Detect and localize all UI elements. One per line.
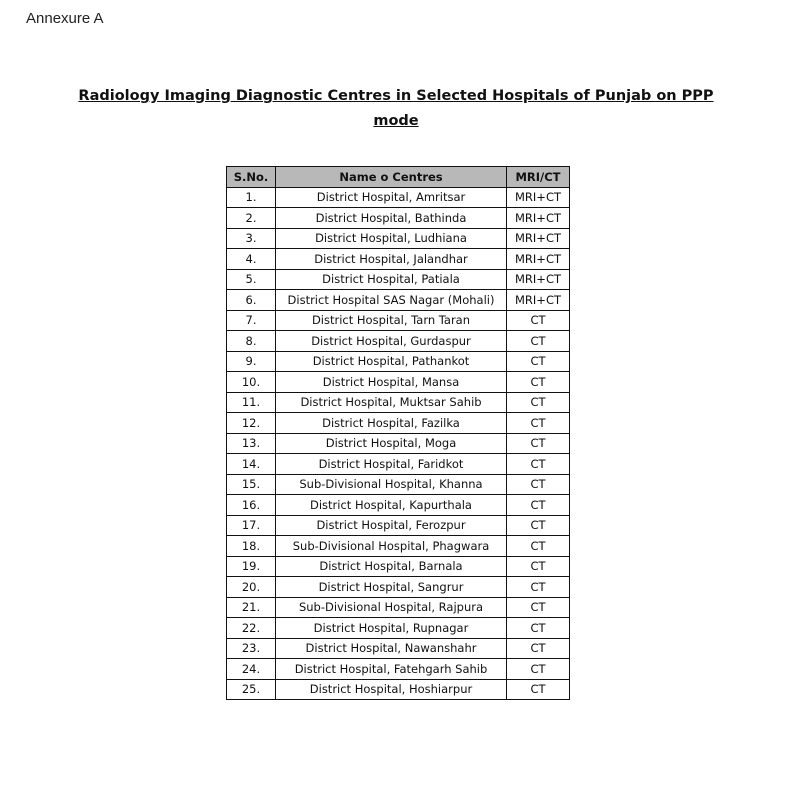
- table-row: [227, 433, 570, 454]
- cell-centre-name: District Hospital, Muktsar Sahib: [276, 392, 507, 413]
- table-row: [227, 474, 570, 495]
- cell-sno: 22.: [227, 618, 276, 639]
- cell-modality: CT: [507, 495, 570, 516]
- cell-centre-name: District Hospital, Nawanshahr: [276, 638, 507, 659]
- table-header: [227, 167, 570, 188]
- table-row: [227, 249, 570, 270]
- header-name: Name o Centres: [276, 167, 507, 188]
- cell-sno: 4.: [227, 249, 276, 270]
- table-row: [227, 556, 570, 577]
- table-row: [227, 290, 570, 311]
- cell-modality: CT: [507, 556, 570, 577]
- cell-sno: 19.: [227, 556, 276, 577]
- cell-sno: 5.: [227, 269, 276, 290]
- cell-sno: 13.: [227, 433, 276, 454]
- table-row: [227, 679, 570, 700]
- cell-sno: 15.: [227, 474, 276, 495]
- cell-centre-name: District Hospital, Ludhiana: [276, 228, 507, 249]
- cell-modality: CT: [507, 679, 570, 700]
- table-row: [227, 515, 570, 536]
- cell-centre-name: District Hospital SAS Nagar (Mohali): [276, 290, 507, 311]
- cell-centre-name: District Hospital, Faridkot: [276, 454, 507, 475]
- table-row: [227, 577, 570, 598]
- table-row: [227, 618, 570, 639]
- cell-sno: 18.: [227, 536, 276, 557]
- cell-centre-name: District Hospital, Mansa: [276, 372, 507, 393]
- cell-modality: MRI+CT: [507, 249, 570, 270]
- cell-centre-name: District Hospital, Fatehgarh Sahib: [276, 659, 507, 680]
- cell-modality: CT: [507, 433, 570, 454]
- cell-modality: MRI+CT: [507, 228, 570, 249]
- cell-modality: CT: [507, 392, 570, 413]
- cell-modality: CT: [507, 331, 570, 352]
- header-sno: S.No.: [227, 167, 276, 188]
- table-row: [227, 208, 570, 229]
- cell-centre-name: Sub-Divisional Hospital, Rajpura: [276, 597, 507, 618]
- cell-modality: MRI+CT: [507, 269, 570, 290]
- cell-sno: 6.: [227, 290, 276, 311]
- cell-centre-name: District Hospital, Jalandhar: [276, 249, 507, 270]
- table-body: [227, 187, 570, 700]
- cell-sno: 12.: [227, 413, 276, 434]
- cell-modality: MRI+CT: [507, 290, 570, 311]
- cell-centre-name: District Hospital, Rupnagar: [276, 618, 507, 639]
- header-row: [227, 167, 570, 188]
- cell-centre-name: District Hospital, Gurdaspur: [276, 331, 507, 352]
- annexure-label: Annexure A: [26, 10, 104, 27]
- cell-sno: 21.: [227, 597, 276, 618]
- cell-centre-name: District Hospital, Pathankot: [276, 351, 507, 372]
- table-row: [227, 495, 570, 516]
- table-row: [227, 638, 570, 659]
- cell-modality: MRI+CT: [507, 208, 570, 229]
- cell-sno: 8.: [227, 331, 276, 352]
- cell-sno: 2.: [227, 208, 276, 229]
- cell-sno: 3.: [227, 228, 276, 249]
- cell-modality: CT: [507, 659, 570, 680]
- cell-modality: CT: [507, 638, 570, 659]
- table-row: [227, 413, 570, 434]
- cell-modality: CT: [507, 310, 570, 331]
- table-row: [227, 187, 570, 208]
- cell-sno: 16.: [227, 495, 276, 516]
- table-row: [227, 536, 570, 557]
- table-row: [227, 310, 570, 331]
- cell-modality: CT: [507, 515, 570, 536]
- table-row: [227, 392, 570, 413]
- cell-centre-name: District Hospital, Bathinda: [276, 208, 507, 229]
- cell-sno: 7.: [227, 310, 276, 331]
- cell-sno: 17.: [227, 515, 276, 536]
- cell-sno: 11.: [227, 392, 276, 413]
- cell-modality: CT: [507, 413, 570, 434]
- table-row: [227, 269, 570, 290]
- cell-modality: CT: [507, 577, 570, 598]
- centres-table: [226, 166, 570, 700]
- cell-centre-name: District Hospital, Moga: [276, 433, 507, 454]
- centres-table-container: [226, 166, 570, 700]
- cell-sno: 23.: [227, 638, 276, 659]
- document-title: Radiology Imaging Diagnostic Centres in Selected Hospitals of Punjab on PPP mode: [78, 88, 714, 129]
- cell-modality: CT: [507, 597, 570, 618]
- cell-centre-name: District Hospital, Barnala: [276, 556, 507, 577]
- cell-centre-name: District Hospital, Patiala: [276, 269, 507, 290]
- cell-sno: 10.: [227, 372, 276, 393]
- cell-centre-name: Sub-Divisional Hospital, Phagwara: [276, 536, 507, 557]
- cell-modality: CT: [507, 372, 570, 393]
- table-row: [227, 597, 570, 618]
- table-row: [227, 351, 570, 372]
- cell-centre-name: District Hospital, Amritsar: [276, 187, 507, 208]
- cell-centre-name: District Hospital, Sangrur: [276, 577, 507, 598]
- cell-centre-name: District Hospital, Kapurthala: [276, 495, 507, 516]
- cell-centre-name: Sub-Divisional Hospital, Khanna: [276, 474, 507, 495]
- cell-sno: 1.: [227, 187, 276, 208]
- cell-sno: 20.: [227, 577, 276, 598]
- cell-centre-name: District Hospital, Hoshiarpur: [276, 679, 507, 700]
- table-row: [227, 372, 570, 393]
- cell-centre-name: District Hospital, Tarn Taran: [276, 310, 507, 331]
- cell-modality: CT: [507, 618, 570, 639]
- cell-modality: CT: [507, 474, 570, 495]
- cell-sno: 25.: [227, 679, 276, 700]
- cell-sno: 24.: [227, 659, 276, 680]
- table-row: [227, 228, 570, 249]
- table-row: [227, 331, 570, 352]
- cell-modality: CT: [507, 536, 570, 557]
- cell-modality: MRI+CT: [507, 187, 570, 208]
- header-type: MRI/CT: [507, 167, 570, 188]
- table-row: [227, 454, 570, 475]
- cell-centre-name: District Hospital, Ferozpur: [276, 515, 507, 536]
- cell-sno: 14.: [227, 454, 276, 475]
- cell-modality: CT: [507, 454, 570, 475]
- cell-sno: 9.: [227, 351, 276, 372]
- cell-modality: CT: [507, 351, 570, 372]
- table-row: [227, 659, 570, 680]
- cell-centre-name: District Hospital, Fazilka: [276, 413, 507, 434]
